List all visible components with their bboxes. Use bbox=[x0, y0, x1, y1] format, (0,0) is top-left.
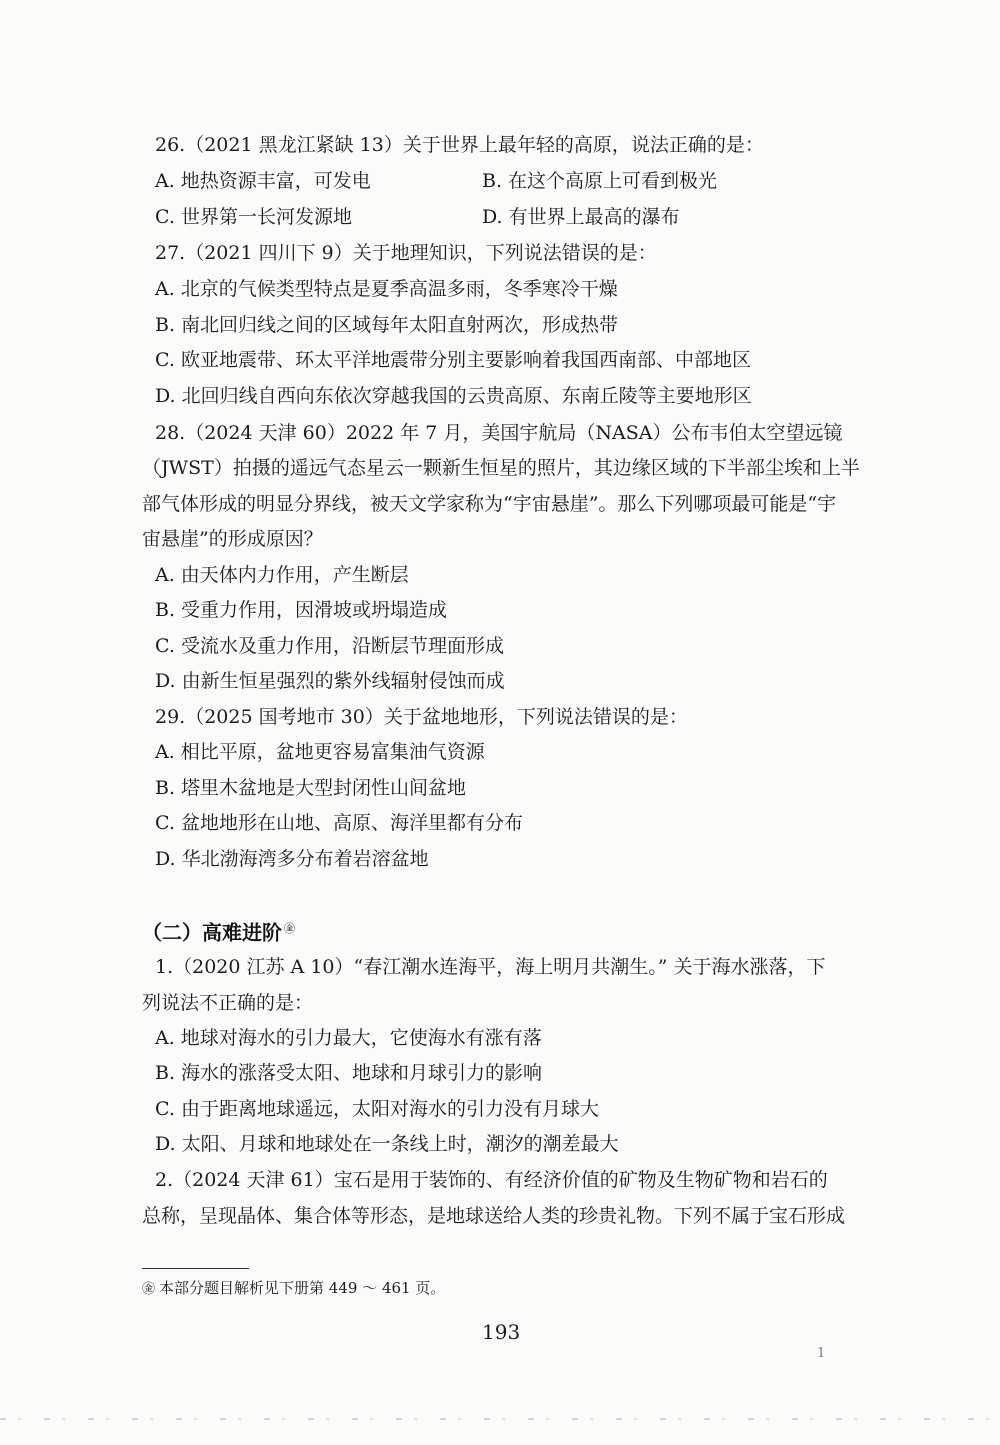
q27-option-a: A. 北京的气候类型特点是夏季高温多雨，冬季寒冷干燥 bbox=[155, 278, 618, 300]
page-number: 193 bbox=[482, 1320, 521, 1344]
adv-q1-stem-line2: 列说法不正确的是： bbox=[142, 992, 314, 1014]
adv-q1-option-b: B. 海水的涨落受太阳、地球和月球引力的影响 bbox=[155, 1062, 543, 1084]
q28-stem-line4: 宙悬崖”的形成原因？ bbox=[142, 528, 323, 550]
scan-edge-artifact bbox=[0, 1418, 1000, 1420]
q29-option-d: D. 华北渤海湾多分布着岩溶盆地 bbox=[155, 848, 429, 870]
footnote-text: 本部分题目解析见下册第 449 ～ 461 页。 bbox=[159, 1279, 446, 1297]
q28-option-a: A. 由天体内力作用，产生断层 bbox=[155, 564, 409, 586]
q28-stem-line3: 部气体形成的明显分界线，被天文学家称为“宇宙悬崖”。那么下列哪项最可能是“宇 bbox=[142, 493, 837, 515]
q29-option-a: A. 相比平原，盆地更容易富集油气资源 bbox=[155, 741, 485, 763]
q29-option-c: C. 盆地地形在山地、高原、海洋里都有分布 bbox=[155, 812, 523, 834]
adv-q2-stem-line1: 2.（2024 天津 61）宝石是用于装饰的、有经济价值的矿物及生物矿物和岩石的 bbox=[155, 1169, 828, 1191]
section-seal-icon: ㊎ bbox=[284, 922, 295, 935]
footnote-divider bbox=[142, 1268, 249, 1269]
q27-option-d: D. 北回归线自西向东依次穿越我国的云贵高原、东南丘陵等主要地形区 bbox=[155, 385, 752, 407]
q28-option-b: B. 受重力作用，因滑坡或坍塌造成 bbox=[155, 599, 448, 621]
adv-q1-option-a: A. 地球对海水的引力最大，它使海水有涨有落 bbox=[155, 1027, 542, 1049]
q27-stem: 27.（2021 四川下 9）关于地理知识，下列说法错误的是： bbox=[155, 242, 657, 264]
adv-q2-stem-line2: 总称，呈现晶体、集合体等形态，是地球送给人类的珍贵礼物。下列不属于宝石形成 bbox=[142, 1205, 846, 1227]
q26-option-b: B. 在这个高原上可看到极光 bbox=[482, 170, 718, 192]
section-title: （二）高难进阶 bbox=[142, 920, 282, 945]
adv-q1-option-c: C. 由于距离地球遥远，太阳对海水的引力没有月球大 bbox=[155, 1098, 599, 1120]
q29-option-b: B. 塔里木盆地是大型封闭性山间盆地 bbox=[155, 777, 467, 799]
q26-option-c: C. 世界第一长河发源地 bbox=[155, 206, 352, 228]
adv-q1-stem-line1: 1.（2020 江苏 A 10）“春江潮水连海平，海上明月共潮生。” 关于海水涨落，下 bbox=[155, 956, 826, 978]
corner-mark: 1 bbox=[817, 1346, 826, 1361]
q26-option-a: A. 地热资源丰富，可发电 bbox=[155, 170, 371, 192]
q28-option-c: C. 受流水及重力作用，沿断层节理面形成 bbox=[155, 635, 504, 657]
q26-stem: 26.（2021 黑龙江紧缺 13）关于世界上最年轻的高原，说法正确的是： bbox=[155, 134, 764, 156]
section-heading bbox=[142, 916, 295, 946]
footnote-seal-icon: ㊎ bbox=[142, 1282, 156, 1297]
q26-option-d: D. 有世界上最高的瀑布 bbox=[482, 206, 680, 228]
adv-q1-option-d: D. 太阳、月球和地球处在一条线上时，潮汐的潮差最大 bbox=[155, 1133, 619, 1155]
q29-stem: 29.（2025 国考地市 30）关于盆地地形，下列说法错误的是： bbox=[155, 706, 688, 728]
q28-stem-line1: 28.（2024 天津 60）2022 年 7 月，美国宇航局（NASA）公布韦伯太空望远镜 bbox=[155, 422, 843, 444]
q28-stem-line2: （JWST）拍摄的遥远气态星云一颗新生恒星的照片，其边缘区域的下半部尘埃和上半 bbox=[142, 457, 860, 479]
q27-option-c: C. 欧亚地震带、环太平洋地震带分别主要影响着我国西南部、中部地区 bbox=[155, 349, 751, 371]
q27-option-b: B. 南北回归线之间的区域每年太阳直射两次，形成热带 bbox=[155, 314, 619, 336]
q28-option-d: D. 由新生恒星强烈的紫外线辐射侵蚀而成 bbox=[155, 670, 505, 692]
footnote bbox=[142, 1278, 445, 1300]
